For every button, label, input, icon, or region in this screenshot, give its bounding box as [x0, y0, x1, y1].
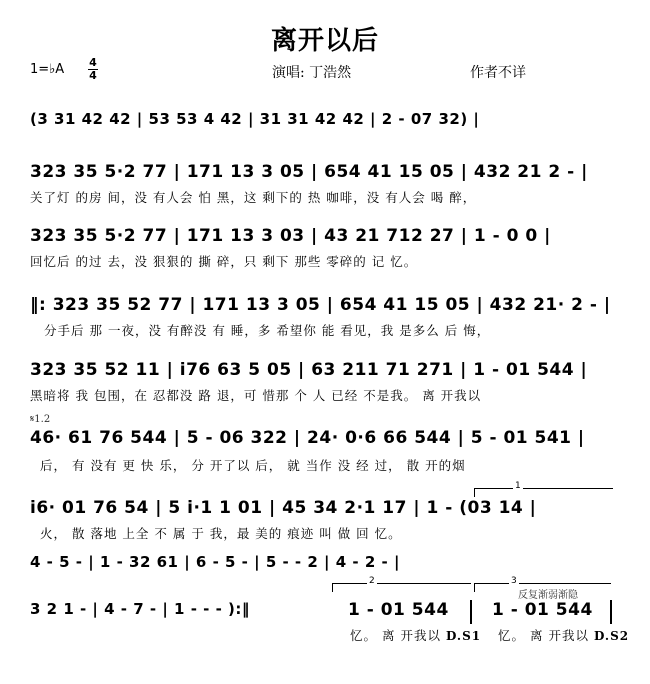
dynamics-annotation: 反复渐弱渐隐 [518, 590, 578, 601]
lyrics: 分手后 那 一夜，没 有醉没 有 睡，多 希望你 能 看见，我 是多么 后 悔， [44, 323, 491, 338]
double-barline [470, 600, 472, 624]
ds2-marker: D.S2 [593, 629, 630, 643]
volta-bracket-2 [332, 576, 471, 592]
lyrics-ending-3 [498, 626, 629, 644]
volta-number: 1 [515, 481, 521, 491]
lyrics: 回忆后 的过 去，没 狠狠的 撕 碎，只 剩下 那些 零碎的 记 忆。 [30, 254, 418, 269]
score-line-8 [30, 553, 620, 581]
notation-ending-2: 1 - 01 544 [348, 600, 449, 620]
score-line-6 [30, 428, 620, 473]
lyrics: 忆。 离 开我以 [350, 628, 441, 643]
lyrics: 忆。 离 开我以 [498, 628, 589, 643]
notation: i6· 01 76 54 | 5 i·1 1 01 | 45 34 2·1 17 | 1 - (03 14 | [30, 498, 537, 518]
volta-bracket-1 [474, 481, 613, 497]
key-signature: 1=♭A [30, 62, 65, 77]
ds1-marker: D.S1 [445, 629, 482, 643]
notation: (3 31 42 42 | 53 53 4 42 | 31 31 42 42 | 2 - 07 32) | [30, 110, 480, 128]
score-line-5 [30, 360, 620, 403]
score-line-9 [30, 600, 630, 643]
final-barline [610, 600, 612, 624]
notation: 323 35 52 11 | i76 63 5 05 | 63 211 71 271 | 1 - 01 544 | [30, 360, 588, 380]
time-signature-bottom: 4 [89, 69, 97, 82]
volta-number: 3 [511, 576, 517, 586]
notation: 323 35 5·2 77 | 171 13 3 03 | 43 21 712 27 | 1 - 0 0 | [30, 226, 551, 246]
score-line-2 [30, 162, 620, 205]
time-signature-top: 4 [89, 56, 97, 69]
time-signature [88, 58, 98, 81]
notation: 323 35 5·2 77 | 171 13 3 05 | 654 41 15 05 | 432 21 2 - | [30, 162, 588, 182]
notation: 46· 61 76 544 | 5 - 06 322 | 24· 0·6 66 544 | 5 - 01 541 | [30, 428, 585, 448]
singer-credit: 演唱: 丁浩然 [272, 65, 352, 81]
lyrics: 后， 有 没有 更 快 乐， 分 开了以 后， 就 当作 没 经 过， 散 开的烟 [40, 458, 466, 473]
score-line-3 [30, 226, 620, 269]
score-line-4 [30, 295, 620, 338]
lyrics: 黑暗将 我 包围，在 忍都没 路 退，可 惜那 个 人 已经 不是我。 离 开我以 [30, 388, 482, 403]
song-title: 离开以后 [270, 26, 379, 56]
notation: 4 - 5 - | 1 - 32 61 | 6 - 5 - | 5 - - 2 | 4 - 2 - | [30, 553, 400, 571]
notation-ending-3: 1 - 01 544 [492, 600, 593, 620]
notation-coda-lead: 3 2 1 - | 4 - 7 - | 1 - - - ):‖ [30, 600, 250, 618]
lyrics: 火， 散 落地 上全 不 属 于 我，最 美的 痕迹 叫 做 回 忆。 [40, 526, 402, 541]
score-line-7 [30, 498, 620, 541]
segno-marker: 𝄋1.2 [30, 414, 51, 425]
score-line-1 [30, 110, 620, 138]
lyrics: 关了灯 的房 间，没 有人会 怕 黑，这 剩下的 热 咖啡，没 有人会 喝 醉， [30, 190, 477, 205]
notation: ‖: 323 35 52 77 | 171 13 3 05 | 654 41 15 05 | 432 21· 2 - | [30, 295, 611, 315]
composer-credit: 作者不详 [470, 65, 526, 81]
lyrics-ending-2 [350, 626, 481, 644]
volta-number: 2 [369, 576, 375, 586]
